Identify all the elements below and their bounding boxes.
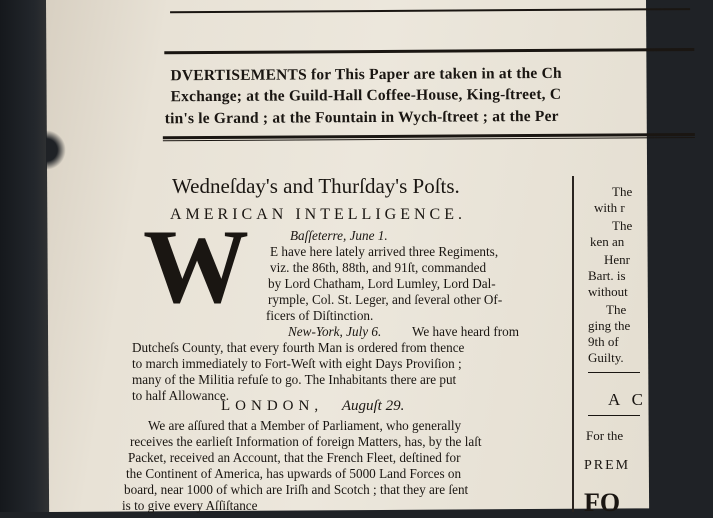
right-column-line: ken an <box>590 234 625 249</box>
right-column-line: Henr <box>604 252 630 267</box>
top-rule <box>170 8 690 13</box>
london-line: the Continent of America, has upwards of 5000 Land Forces on <box>126 466 462 481</box>
london-heading <box>221 398 404 415</box>
advertisement-line-2: Exchange; at the Guild-Hall Coffee-House, King-ſtreet, C <box>170 85 562 106</box>
advertisement-line-1: DVERTISEMENTS for This Paper are taken in at the Ch <box>170 64 562 85</box>
right-column-line: Bart. is <box>588 268 626 283</box>
article2-first: We have heard from <box>412 324 519 339</box>
london-label: LONDON, <box>221 398 324 414</box>
article1-line: rymple, Col. St. Leger, and ſeveral other Of- <box>268 292 503 307</box>
article1-line: ficers of Diſtinction. <box>266 308 374 323</box>
article2-line: many of the Militia refuſe to go. The Inhabitants there are put <box>132 372 457 387</box>
article2-line: Dutcheſs County, that every fourth Man is ordered from thence <box>132 340 465 355</box>
london-line: receives the earlieſt Information of foreign Matters, has, by the laſt <box>130 434 482 449</box>
right-column-line: The <box>612 218 633 233</box>
right-column-heading: A C <box>608 390 647 409</box>
column-divider <box>572 176 574 512</box>
london-line: We are aſſured that a Member of Parliament, who generally <box>148 418 462 433</box>
section-heading: AMERICAN INTELLIGENCE. <box>170 206 466 223</box>
ad-rule-top <box>164 48 694 54</box>
right-column-line: ging the <box>588 318 631 333</box>
right-column-line: 9th of <box>588 334 619 349</box>
right-column-rule-2 <box>588 415 640 416</box>
london-date: Auguſt 29. <box>341 398 405 414</box>
article1-dateline: Baſſeterre, June 1. <box>290 228 388 243</box>
right-column-line: Guilty. <box>588 350 624 365</box>
right-column-heading: FO <box>584 488 621 517</box>
article2-dateline: New-York, July 6. <box>288 324 382 339</box>
london-line: Packet, received an Account, that the French Fleet, deſtined for <box>128 450 461 465</box>
right-column-line: with r <box>594 200 625 215</box>
article2-line: to half Allowance. <box>132 388 230 403</box>
drop-cap: W <box>143 208 249 325</box>
article1-line: by Lord Chatham, Lord Lumley, Lord Dal- <box>268 276 496 291</box>
london-line: board, near 1000 of which are Iriſh and Scotch ; that they are ſent <box>124 482 469 497</box>
london-line: is to give every Aſſiſtance <box>122 498 258 513</box>
article1-line: viz. the 86th, 88th, and 91ſt, commanded <box>270 260 487 275</box>
right-column-line: For the <box>586 428 624 443</box>
page-title: Wedneſday's and Thurſday's Poſts. <box>172 174 460 198</box>
right-column-line: The <box>606 302 627 317</box>
article1-line: E have here lately arrived three Regiments, <box>270 244 499 259</box>
advertisement-line-3: tin's le Grand ; at the Fountain in Wych-ſtreet ; at the Per <box>164 107 559 128</box>
paper-tear <box>46 130 66 170</box>
right-column-rule <box>588 372 640 373</box>
right-column-heading: PREM <box>584 458 631 473</box>
right-column-line: The <box>612 184 633 199</box>
right-column-line: without <box>588 284 628 299</box>
article2-line: to march immediately to Fort-Weſt with eight Days Proviſion ; <box>132 356 462 371</box>
